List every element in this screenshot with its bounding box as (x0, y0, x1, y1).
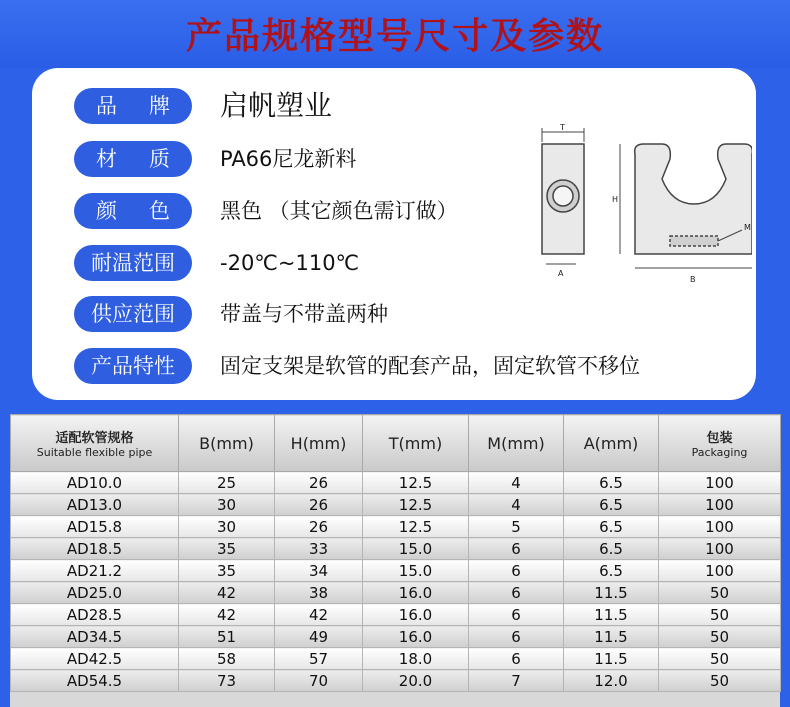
table-cell: 51 (179, 626, 275, 648)
table-cell: 100 (659, 560, 781, 582)
table-cell: 50 (659, 604, 781, 626)
table-cell: 6 (469, 560, 564, 582)
table-cell: 18.0 (363, 648, 469, 670)
table-cell: 16.0 (363, 582, 469, 604)
table-row (11, 604, 781, 626)
spec-label-text: 耐温范围 (91, 251, 175, 275)
table-cell: AD34.5 (11, 626, 179, 648)
table-row (11, 538, 781, 560)
table-cell: 30 (179, 494, 275, 516)
table-cell: 4 (469, 472, 564, 494)
table-cell: AD15.8 (11, 516, 179, 538)
header-en: Packaging (691, 446, 748, 459)
spec-value: 固定支架是软管的配套产品，固定软管不移位 (220, 354, 640, 378)
table-cell: AD25.0 (11, 582, 179, 604)
table-cell: 100 (659, 538, 781, 560)
spec-label-text: 质 (149, 147, 170, 171)
side-view (542, 128, 584, 264)
spec-label-text: 品 (96, 94, 117, 118)
header-en: Suitable flexible pipe (36, 446, 153, 459)
table-header-cell: M(mm) (469, 415, 564, 472)
spec-label (74, 88, 192, 124)
table-header-cell: T(mm) (363, 415, 469, 472)
table-header-cell (11, 415, 179, 472)
spec-label-text: 颜 (96, 199, 117, 223)
table-cell: 15.0 (363, 560, 469, 582)
table-cell: 12.5 (363, 516, 469, 538)
table-cell: 6.5 (564, 494, 659, 516)
table-cell: 5 (469, 516, 564, 538)
table-row (11, 560, 781, 582)
table-cell: 11.5 (564, 604, 659, 626)
table-cell: 50 (659, 648, 781, 670)
dim-label-t: T (560, 124, 565, 132)
table-cell: 4 (469, 494, 564, 516)
table-cell: 50 (659, 626, 781, 648)
spec-table (10, 414, 781, 692)
table-cell: 100 (659, 494, 781, 516)
page-title: 产品规格型号尺寸及参数 (185, 16, 604, 57)
table-cell: 11.5 (564, 582, 659, 604)
spec-label-text: 色 (149, 199, 170, 223)
table-cell: 70 (275, 670, 363, 692)
table-cell: 6.5 (564, 538, 659, 560)
table-cell: 16.0 (363, 626, 469, 648)
spec-label (74, 141, 192, 177)
table-cell: 6.5 (564, 472, 659, 494)
table-cell: 34 (275, 560, 363, 582)
table-cell: 20.0 (363, 670, 469, 692)
dim-label-h: H (612, 195, 619, 204)
spec-label (74, 193, 192, 229)
spec-label-text: 供应范围 (91, 302, 175, 326)
table-cell: 42 (275, 604, 363, 626)
table-cell: 73 (179, 670, 275, 692)
table-cell: 35 (179, 560, 275, 582)
table-cell: 50 (659, 670, 781, 692)
table-header-cell (659, 415, 781, 472)
spec-label-text: 产品特性 (91, 354, 175, 378)
table-cell: 15.0 (363, 538, 469, 560)
spec-value: 黑色 （其它颜色需订做） (220, 199, 458, 223)
dim-label-b: B (690, 275, 696, 284)
table-cell: 7 (469, 670, 564, 692)
table-cell: 100 (659, 516, 781, 538)
table-cell: 33 (275, 538, 363, 560)
table-cell: 50 (659, 582, 781, 604)
spec-value: PA66尼龙新料 (220, 147, 357, 171)
spec-label (74, 296, 192, 332)
table-cell: 100 (659, 472, 781, 494)
table-cell: AD21.2 (11, 560, 179, 582)
table-cell: 25 (179, 472, 275, 494)
spec-label (74, 245, 192, 281)
header-zh: 适配软管规格 (55, 431, 134, 446)
dim-label-a: A (558, 269, 564, 278)
table-cell: 6 (469, 538, 564, 560)
table-header-cell: B(mm) (179, 415, 275, 472)
table-cell: 35 (179, 538, 275, 560)
table-cell: 26 (275, 494, 363, 516)
table-cell: 6 (469, 582, 564, 604)
table-cell: 6 (469, 648, 564, 670)
table-cell: 38 (275, 582, 363, 604)
table-cell: 16.0 (363, 604, 469, 626)
table-cell: 6 (469, 604, 564, 626)
table-row (11, 516, 781, 538)
table-row (11, 648, 781, 670)
table-cell: 6.5 (564, 516, 659, 538)
table-cell: 12.5 (363, 472, 469, 494)
table-row (11, 472, 781, 494)
table-cell: 42 (179, 582, 275, 604)
table-row (11, 626, 781, 648)
table-cell: 6.5 (564, 560, 659, 582)
table-cell: 26 (275, 472, 363, 494)
spec-label-text: 材 (96, 147, 117, 171)
front-view (635, 144, 752, 254)
table-row (11, 670, 781, 692)
table-cell: 49 (275, 626, 363, 648)
table-cell: AD10.0 (11, 472, 179, 494)
table-cell: 6 (469, 626, 564, 648)
spec-table-wrap (10, 414, 780, 707)
table-cell: 42 (179, 604, 275, 626)
table-row (11, 494, 781, 516)
table-cell: 11.5 (564, 648, 659, 670)
spec-value: 带盖与不带盖两种 (220, 302, 388, 326)
dimension-diagram (502, 124, 752, 294)
table-cell: AD42.5 (11, 648, 179, 670)
spec-value: -20℃~110℃ (220, 251, 360, 275)
table-cell: 11.5 (564, 626, 659, 648)
dim-label-m: M (744, 223, 751, 232)
table-header-cell: H(mm) (275, 415, 363, 472)
spec-label (74, 348, 192, 384)
table-cell: 58 (179, 648, 275, 670)
table-cell: 30 (179, 516, 275, 538)
table-row (11, 582, 781, 604)
table-header-cell: A(mm) (564, 415, 659, 472)
table-cell: AD13.0 (11, 494, 179, 516)
table-cell: AD54.5 (11, 670, 179, 692)
table-cell: 12.5 (363, 494, 469, 516)
table-cell: AD18.5 (11, 538, 179, 560)
table-cell: AD28.5 (11, 604, 179, 626)
info-card (32, 68, 756, 400)
header-zh: 包装 (706, 431, 733, 446)
table-cell: 12.0 (564, 670, 659, 692)
spec-value: 启帆塑业 (220, 89, 333, 122)
table-cell: 26 (275, 516, 363, 538)
spec-label-text: 牌 (149, 94, 170, 118)
table-cell: 57 (275, 648, 363, 670)
